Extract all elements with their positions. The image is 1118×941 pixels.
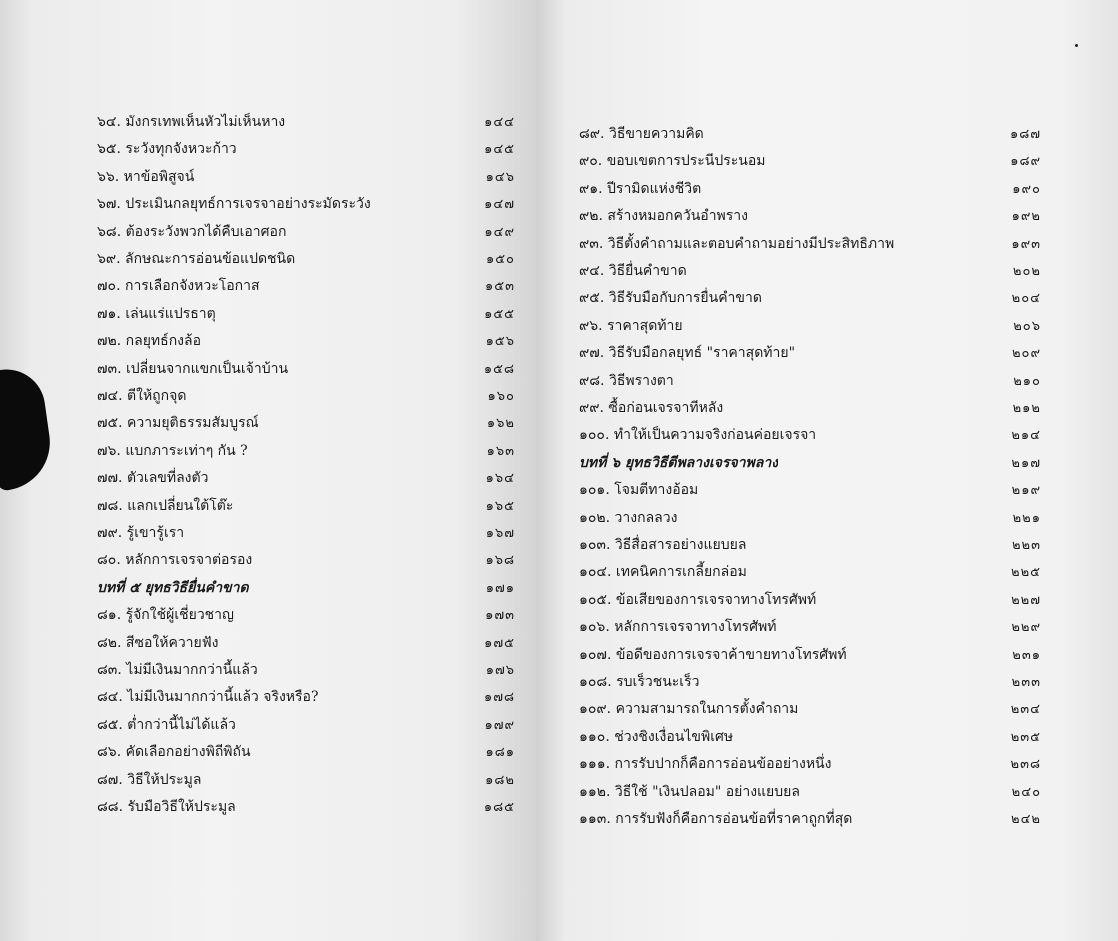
toc-entry — [97, 137, 515, 161]
toc-entry — [579, 615, 1041, 639]
toc-entry-title: ๙๘. วิธีพรางตา — [579, 372, 674, 389]
toc-entry-title: บทที่ ๕ ยุทธวิธียื่นคำขาด — [97, 579, 249, 596]
toc-entry-page-number: ๑๗๖ — [485, 663, 515, 678]
toc-entry-title: ๖๘. ต้องระวังพวกได้คืบเอาศอก — [97, 223, 287, 240]
toc-entry — [579, 341, 1041, 365]
toc-entry-page-number: ๑๘๗ — [1009, 127, 1041, 142]
toc-entry-title: ๗๗. ตัวเลขที่ลงตัว — [97, 470, 209, 487]
toc-entry-page-number: ๒๐๒ — [1012, 264, 1041, 279]
toc-entry-page-number: ๑๔๖ — [485, 169, 515, 185]
toc-entry — [579, 478, 1041, 502]
toc-entry-page-number: ๒๑๗ — [1011, 455, 1041, 471]
toc-entry — [579, 560, 1041, 584]
toc-entry-title: ๙๙. ซื้อก่อนเจรจาทีหลัง — [579, 400, 724, 416]
toc-entry-title: ๗๖. แบกภาระเท่าๆ กัน ? — [97, 442, 248, 459]
toc-entry-page-number: ๑๕๓ — [485, 279, 515, 295]
toc-entry-title: ๘๒. สีซอให้ควายฟัง — [97, 634, 219, 651]
toc-entry-page-number: ๑๕๖ — [485, 334, 515, 350]
toc-entry-title: ๙๕. วิธีรับมือกับการยื่นคำขาด — [579, 290, 762, 307]
toc-entry-page-number: ๒๑๔ — [1011, 428, 1041, 444]
toc-entry-title: ๙๐. ขอบเขตการประนีประนอม — [579, 153, 766, 170]
toc-entry-title: ๗๔. ตีให้ถูกจุด — [97, 388, 187, 404]
toc-entry — [97, 302, 515, 326]
toc-entry-title: ๖๔. มังกรเทพเห็นหัวไม่เห็นหาง — [97, 114, 286, 130]
toc-entry-page-number: ๑๕๘ — [483, 361, 515, 377]
toc-entry-title: ๗๐. การเลือกจังหวะโอกาส — [97, 278, 260, 295]
chapter-heading — [97, 576, 515, 600]
toc-entry-title: ๘๕. ต่ำกว่านี้ไม่ได้แล้ว — [97, 716, 236, 733]
toc-entry-page-number: ๑๗๕ — [484, 635, 515, 651]
left-page — [0, 0, 536, 941]
toc-entry-page-number: ๑๕๐ — [485, 252, 515, 267]
toc-entry — [579, 149, 1041, 173]
toc-entry-title: ๗๘. แลกเปลี่ยนใต้โต๊ะ — [97, 497, 234, 514]
toc-entry — [97, 548, 515, 572]
toc-entry-title: ๘๓. ไม่มีเงินมากกว่านี้แล้ว — [97, 662, 258, 678]
toc-entry — [579, 588, 1041, 612]
toc-entry-page-number: ๑๗๘ — [483, 690, 515, 706]
toc-entry-title: ๙๒. สร้างหมอกควันอำพราง — [579, 208, 748, 225]
toc-entry — [97, 740, 515, 764]
toc-entry-page-number: ๑๖๓ — [486, 443, 515, 459]
toc-entry — [97, 521, 515, 545]
toc-entry-title: ๗๕. ความยุติธรรมสัมบูรณ์ — [97, 415, 259, 432]
toc-entry — [97, 247, 515, 271]
toc-entry — [579, 752, 1041, 776]
toc-entry-title: ๖๙. ลักษณะการอ่อนข้อแปดชนิด — [97, 251, 296, 267]
chapter-heading — [579, 451, 1041, 475]
toc-entry — [97, 439, 515, 463]
toc-entry-title: ๑๑๒. วิธีใช้ "เงินปลอม" อย่างแยบยล — [579, 783, 800, 800]
toc-entry — [97, 411, 515, 435]
toc-entry — [579, 396, 1041, 420]
toc-entry-title: ๘๐. หลักการเจรจาต่อรอง — [97, 552, 253, 569]
toc-entry-title: ๑๐๐. ทำให้เป็นความจริงก่อนค่อยเจรจา — [579, 427, 817, 444]
toc-entry-page-number: ๒๒๙ — [1011, 620, 1041, 636]
toc-entry-page-number: ๒๒๗ — [1011, 592, 1041, 608]
toc-entry-page-number: ๒๓๔ — [1010, 702, 1041, 718]
toc-entry-page-number: ๑๙๓ — [1011, 236, 1041, 252]
toc-entry — [97, 685, 515, 709]
toc-entry-page-number: ๑๖๐ — [487, 389, 515, 404]
toc-entry — [97, 494, 515, 518]
toc-entry-title: ๘๖. คัดเลือกอย่างพิถีพิถัน — [97, 744, 251, 761]
toc-entry-page-number: ๒๒๓ — [1011, 538, 1041, 553]
toc-entry — [97, 274, 515, 298]
toc-entry-page-number: ๒๔๒ — [1011, 812, 1041, 827]
toc-entry-page-number: ๒๑๙ — [1011, 483, 1041, 499]
toc-entry — [97, 165, 515, 189]
toc-entry-title: ๖๕. ระวังทุกจังหวะก้าว — [97, 141, 237, 158]
toc-entry-page-number: ๑๖๕ — [485, 498, 515, 514]
toc-entry-page-number: ๑๔๗ — [484, 197, 515, 213]
page-speck — [1075, 44, 1078, 47]
toc-entry — [579, 807, 1041, 831]
toc-entry-title: ๙๓. วิธีตั้งคำถามและตอบคำถามอย่างมีประสิทธิภาพ — [579, 235, 895, 252]
toc-entry-page-number: ๑๔๕ — [484, 142, 515, 158]
toc-entry-page-number: ๑๗๙ — [484, 717, 515, 733]
toc-entry-title: ๑๑๐. ช่วงชิงเงื่อนไขพิเศษ — [579, 728, 734, 745]
toc-entry — [579, 122, 1041, 146]
toc-entry-title: ๑๐๓. วิธีสื่อสารอย่างแยบยล — [579, 537, 747, 553]
toc-entry — [97, 220, 515, 244]
toc-entry — [579, 697, 1041, 721]
toc-entry-title: ๗๙. รู้เขารู้เรา — [97, 525, 185, 541]
toc-entry-page-number: ๒๑๐ — [1013, 373, 1041, 389]
toc-entry-title: บทที่ ๖ ยุทธวิธีตีพลางเจรจาพลาง — [579, 454, 779, 471]
toc-entry-page-number: ๒๐๙ — [1011, 346, 1041, 362]
toc-entry — [579, 423, 1041, 447]
toc-entry-title: ๘๗. วิธีให้ประมูล — [97, 771, 202, 788]
toc-entry — [97, 329, 515, 353]
toc-entry-page-number: ๑๘๕ — [483, 800, 515, 815]
toc-entry — [97, 631, 515, 655]
toc-entry — [579, 780, 1041, 804]
toc-entry-title: ๘๘. รับมือวิธีให้ประมูล — [97, 799, 236, 815]
toc-entry-page-number: ๒๑๒ — [1012, 401, 1041, 416]
toc-entry — [97, 795, 515, 819]
toc-entry — [97, 768, 515, 792]
toc-entry-page-number: ๑๖๗ — [485, 526, 515, 541]
toc-entry — [579, 643, 1041, 667]
toc-entry-page-number: ๑๖๒ — [486, 416, 515, 432]
right-page — [536, 0, 1118, 941]
toc-entry-page-number: ๒๓๑ — [1012, 647, 1041, 663]
toc-entry-title: ๗๑. เล่นแร่แปรธาตุ — [97, 305, 216, 322]
toc-entry-page-number: ๑๙๐ — [1012, 181, 1041, 197]
toc-entry-page-number: ๑๗๓ — [485, 608, 515, 624]
toc-entry-page-number: ๑๘๑ — [485, 745, 515, 761]
toc-entry-page-number: ๑๔๙ — [484, 224, 515, 240]
toc-entry — [97, 357, 515, 381]
toc-entry — [97, 466, 515, 490]
toc-entry — [579, 314, 1041, 338]
toc-entry — [97, 603, 515, 627]
toc-entry-title: ๖๗. ประเมินกลยุทธ์การเจรจาอย่างระมัดระวัง — [97, 196, 371, 213]
toc-entry-page-number: ๑๔๔ — [484, 115, 515, 130]
toc-entry-title: ๙๑. ปีรามิดแห่งชีวิต — [579, 180, 702, 197]
toc-entry-title: ๘๙. วิธีขายความคิด — [579, 126, 704, 142]
toc-entry-title: ๑๐๘. รบเร็วชนะเร็ว — [579, 674, 700, 690]
toc-entry-page-number: ๒๒๑ — [1012, 510, 1041, 526]
toc-entry-page-number: ๒๓๓ — [1011, 675, 1041, 690]
toc-entry-title: ๑๐๕. ข้อเสียของการเจรจาทางโทรศัพท์ — [579, 591, 817, 608]
toc-entry-title: ๘๔. ไม่มีเงินมากกว่านี้แล้ว จริงหรือ? — [97, 689, 319, 706]
toc-entry-title: ๘๑. รู้จักใช้ผู้เชี่ยวชาญ — [97, 607, 234, 624]
toc-entry — [97, 713, 515, 737]
toc-entry-title: ๑๑๓. การรับฟังก็คือการอ่อนข้อที่ราคาถูกที่สุด — [579, 811, 853, 827]
toc-entry — [579, 506, 1041, 530]
toc-entry — [97, 384, 515, 408]
toc-entry-page-number: ๑๕๕ — [484, 306, 515, 322]
toc-entry-title: ๗๒. กลยุทธ์กงล้อ — [97, 333, 201, 350]
toc-entry-title: ๙๔. วิธียื่นคำขาด — [579, 263, 687, 279]
toc-entry-page-number: ๑๖๘ — [485, 553, 515, 569]
toc-entry-page-number: ๑๗๑ — [485, 580, 515, 596]
toc-entry — [579, 725, 1041, 749]
toc-entry-title: ๑๐๗. ข้อดีของการเจรจาค้าขายทางโทรศัพท์ — [579, 646, 847, 663]
toc-entry-title: ๑๐๖. หลักการเจรจาทางโทรศัพท์ — [579, 619, 777, 636]
toc-entry-page-number: ๒๐๔ — [1011, 291, 1041, 307]
toc-entry-page-number: ๒๔๐ — [1011, 784, 1041, 800]
toc-entry — [579, 670, 1041, 694]
toc-entry-page-number: ๒๓๕ — [1010, 729, 1041, 745]
thumb-shadow — [0, 365, 56, 492]
toc-entry-title: ๑๐๑. โจมตีทางอ้อม — [579, 482, 699, 499]
toc-entry-title: ๑๐๒. วางกลลวง — [579, 509, 678, 526]
toc-entry — [579, 286, 1041, 310]
toc-entry-title: ๙๖. ราคาสุดท้าย — [579, 317, 683, 334]
toc-entry — [579, 177, 1041, 201]
toc-entry-page-number: ๒๐๖ — [1013, 318, 1041, 334]
toc-entry — [579, 232, 1041, 256]
toc-entry-page-number: ๑๖๔ — [485, 471, 515, 487]
toc-entry-title: ๙๗. วิธีรับมือกลยุทธ์ "ราคาสุดท้าย" — [579, 345, 796, 362]
toc-entry-page-number: ๑๘๒ — [485, 772, 515, 788]
toc-entry-page-number: ๑๙๒ — [1011, 209, 1041, 225]
toc-entry — [579, 533, 1041, 557]
toc-entry — [97, 658, 515, 682]
toc-entry-page-number: ๑๘๙ — [1010, 154, 1041, 170]
toc-entry-title: ๖๖. หาข้อพิสูจน์ — [97, 168, 195, 185]
toc-entry-title: ๑๑๑. การรับปากก็คือการอ่อนข้ออย่างหนึ่ง — [579, 756, 832, 773]
toc-entry — [579, 369, 1041, 393]
toc-entry — [97, 192, 515, 216]
toc-entry — [579, 204, 1041, 228]
toc-entry-title: ๑๐๙. ความสามารถในการตั้งคำถาม — [579, 701, 799, 718]
toc-entry-page-number: ๒๒๕ — [1011, 565, 1041, 581]
toc-entry — [97, 110, 515, 134]
toc-entry-title: ๑๐๔. เทคนิคการเกลี้ยกล่อม — [579, 564, 747, 581]
toc-entry-page-number: ๒๓๘ — [1010, 757, 1041, 773]
toc-entry — [579, 259, 1041, 283]
toc-entry-title: ๗๓. เปลี่ยนจากแขกเป็นเจ้าบ้าน — [97, 360, 289, 377]
